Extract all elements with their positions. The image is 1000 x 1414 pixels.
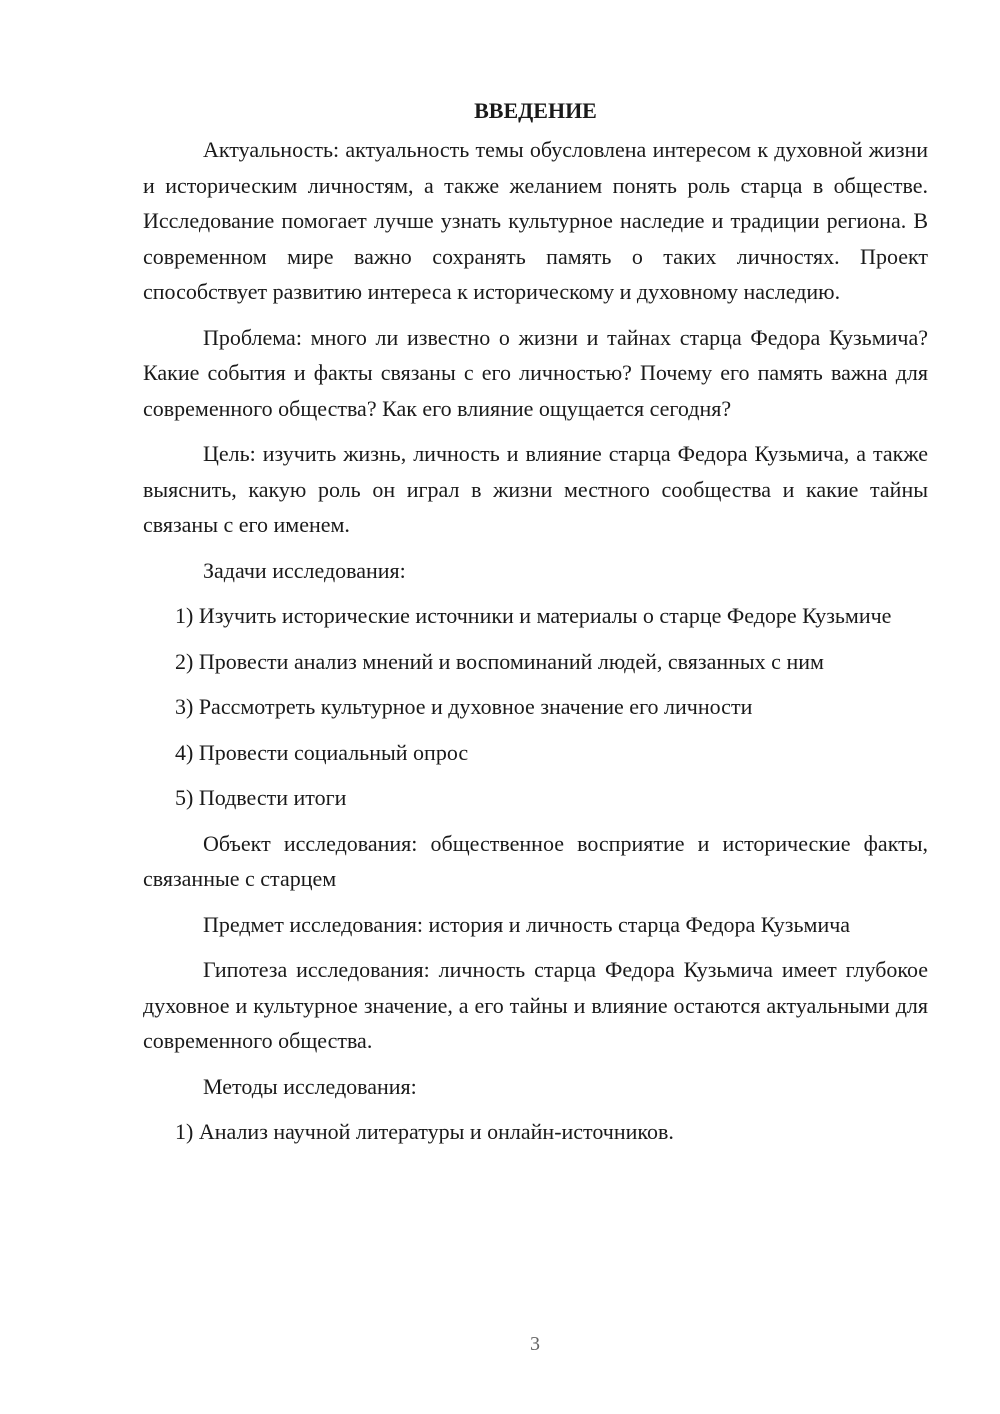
list-item-task-4: 4) Провести социальный опрос <box>175 739 469 765</box>
paragraph-problem: Проблема: много ли известно о жизни и тайнах старца Федора Кузьмича? Какие события и факты связаны с его личностью? Почему его память важна для современного общества? Как его влияние ощущается сегодня? <box>143 324 928 421</box>
paragraph-object: Объект исследования: общественное восприятие и исторические факты, связанные с старцем <box>143 830 928 891</box>
paragraph-hypothesis: Гипотеза исследования: личность старца Федора Кузьмича имеет глубокое духовное и культурное значение, а его тайны и влияние остаются актуальными для современного общества. <box>143 957 928 1053</box>
list-item-task-1: 1) Изучить исторические источники и материалы о старце Федоре Кузьмиче <box>175 603 892 628</box>
list-item-task-5: 5) Подвести итоги <box>175 785 347 810</box>
paragraph-relevance: Актуальность: актуальность темы обусловлена интересом к духовной жизни и историческим личностям, а также желанием понять роль старца в обществе. Исследование помогает лучше узнать культурное наследие и традиции региона. В современном мире важно сохранять память о таких личностях. Проект способствует развитию интереса к историческому и духовному наследию. <box>143 137 928 304</box>
paragraph-goal: Цель: изучить жизнь, личность и влияние старца Федора Кузьмича, а также выяснить, какую роль он играл в жизни местного сообщества и какие тайны связаны с его именем. <box>143 441 928 537</box>
list-item-task-3: 3) Рассмотреть культурное и духовное значение его личности <box>175 694 753 719</box>
paragraph-tasks-title: Задачи исследования: <box>203 557 406 583</box>
paragraph-methods-title: Методы исследования: <box>203 1073 417 1099</box>
section-heading: ВВЕДЕНИЕ <box>474 98 597 123</box>
paragraph-subject: Предмет исследования: история и личность старца Федора Кузьмича <box>203 911 851 937</box>
page-number: 3 <box>530 1333 540 1355</box>
list-item-task-2: 2) Провести анализ мнений и воспоминаний людей, связанных с ним <box>175 648 824 674</box>
document-body <box>143 96 928 1160</box>
list-item-method-1: 1) Анализ научной литературы и онлайн-источников. <box>175 1119 674 1144</box>
